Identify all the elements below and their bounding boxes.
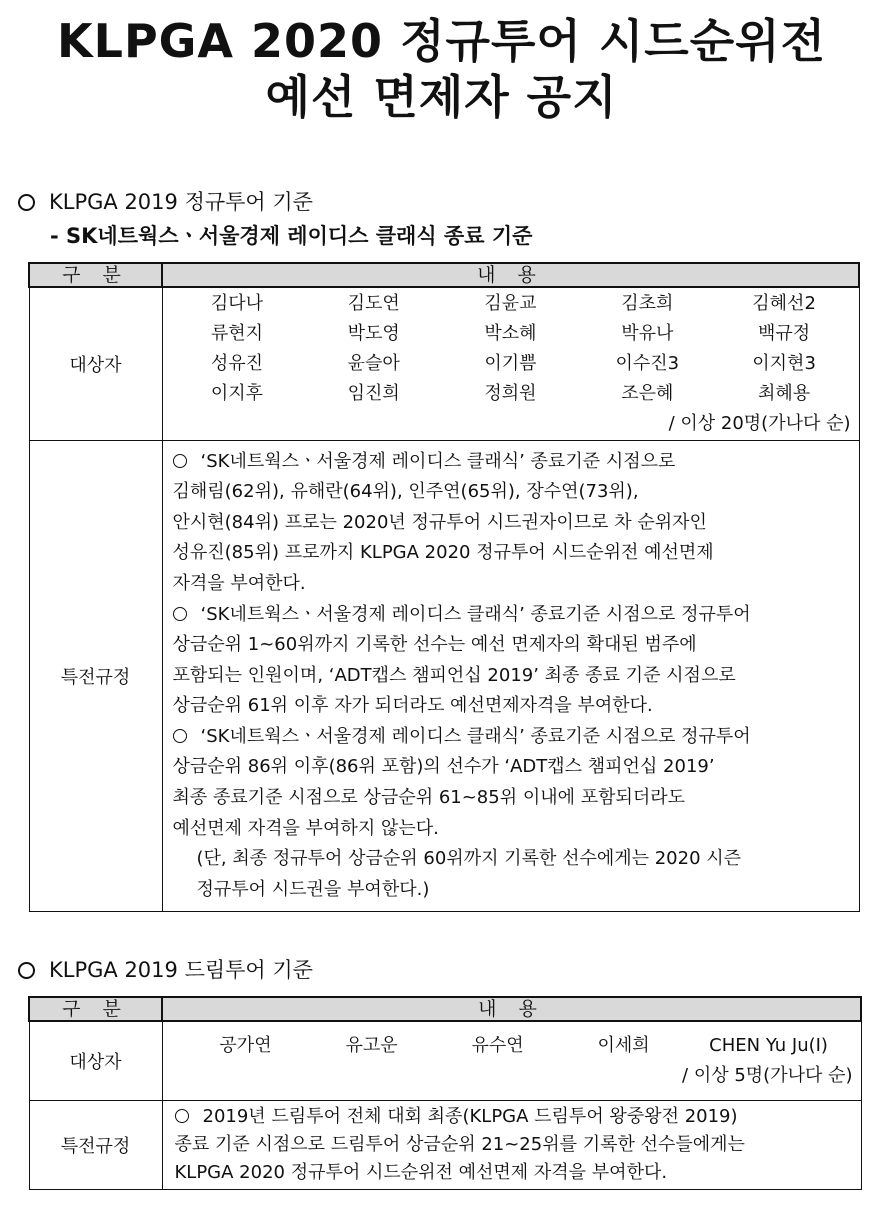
rule-row — [29, 1101, 861, 1190]
rule-line — [175, 1103, 853, 1131]
player-name: 유수연 — [471, 1035, 524, 1056]
player-name: 이지후 — [210, 383, 263, 404]
circle-bullet-icon — [173, 729, 187, 743]
target-row — [29, 1021, 861, 1101]
table-header-row — [29, 997, 861, 1021]
rule-line — [173, 661, 851, 692]
section2-table — [28, 996, 862, 1190]
section1-table — [28, 262, 860, 912]
header-category: 구 분 — [29, 997, 162, 1021]
rule-list — [163, 1101, 861, 1189]
player-name: 최혜용 — [758, 383, 811, 404]
rule-text: 2019년 드림투어 전체 대회 최종(KLPGA 드림투어 왕중왕전 2019) — [202, 1106, 738, 1127]
rule-text: ‘SK네트웍스ㆍ서울경제 레이디스 클래식’ 종료기준 시점으로 정규투어 — [200, 725, 751, 747]
header-content: 내 용 — [162, 997, 861, 1021]
player-name: 김도연 — [347, 293, 400, 314]
rule-text: 성유진(85위) 프로까지 KLPGA 2020 정규투어 시드순위전 예선면제 — [172, 542, 714, 564]
rule-cell — [162, 441, 859, 912]
rule-label: 특전규정 — [29, 1101, 162, 1190]
rule-text: 안시현(84위) 프로는 2020년 정규투어 시드권자이므로 차 순위자인 — [172, 511, 707, 533]
section2-heading-text: KLPGA 2019 드림투어 기준 — [49, 958, 313, 982]
player-name: CHEN Yu Ju(I) — [709, 1035, 828, 1056]
rule-text: ‘SK네트웍스ㆍ서울경제 레이디스 클래식’ 종료기준 시점으로 정규투어 — [200, 603, 751, 625]
target-cell — [162, 287, 859, 441]
circle-bullet-icon — [175, 1109, 189, 1123]
rule-text: 정규투어 시드권을 부여한다.) — [196, 878, 430, 900]
rule-text: ‘SK네트웍스ㆍ서울경제 레이디스 클래식’ 종료기준 시점으로 — [200, 450, 676, 472]
header-category: 구 분 — [29, 263, 162, 287]
target-cell — [162, 1021, 861, 1101]
target-row — [29, 287, 859, 441]
circle-bullet-icon — [173, 454, 187, 468]
rule-line — [173, 477, 851, 508]
player-name: 이수진3 — [615, 353, 680, 374]
rule-line — [175, 1131, 853, 1159]
rule-text: 종료 기준 시점으로 드림투어 상금순위 21~25위를 기록한 선수들에게는 — [174, 1134, 745, 1155]
section1-heading-text: KLPGA 2019 정규투어 기준 — [49, 190, 313, 214]
rule-text: 상금순위 61위 이후 자가 되더라도 예선면제자격을 부여한다. — [172, 695, 653, 717]
player-name: 임진희 — [347, 383, 400, 404]
rule-text: 상금순위 86위 이후(86위 포함)의 선수가 ‘ADT캡스 챔피언십 2019’ — [172, 756, 715, 778]
player-name: 윤슬아 — [347, 353, 400, 374]
rule-line — [173, 538, 851, 569]
player-name: 김윤교 — [484, 293, 537, 314]
rule-line — [175, 1159, 853, 1187]
player-name: 이세희 — [597, 1035, 650, 1056]
player-name: 이기쁨 — [484, 353, 537, 374]
circle-bullet-icon — [173, 607, 187, 621]
rule-text: (단, 최종 정규투어 상금순위 60위까지 기록한 선수에게는 2020 시즌 — [196, 848, 742, 870]
rule-cell — [162, 1101, 861, 1190]
section1-heading — [18, 188, 313, 216]
player-name: 김혜선2 — [752, 293, 816, 314]
page-title-line1: KLPGA 2020 정규투어 시드순위전 — [56, 14, 827, 68]
rule-label: 특전규정 — [29, 441, 162, 912]
rule-line — [173, 691, 851, 722]
rule-list — [163, 445, 859, 908]
target-names — [163, 289, 859, 409]
rule-text: 예선면제 자격을 부여하지 않는다. — [172, 817, 439, 839]
rule-line — [173, 814, 851, 845]
player-name: 박소혜 — [484, 323, 537, 344]
rule-text: 최종 종료기준 시점으로 상금순위 61~85위 이내에 포함되더라도 — [172, 787, 686, 809]
section1-subheading: - SK네트웍스ㆍ서울경제 레이디스 클래식 종료 기준 — [50, 224, 533, 248]
player-name: 성유진 — [210, 353, 263, 374]
player-name: 조은혜 — [621, 383, 674, 404]
rule-line — [173, 722, 851, 753]
rule-line — [173, 569, 851, 600]
player-name: 박유나 — [621, 323, 674, 344]
rule-line — [173, 752, 851, 783]
section2-heading — [18, 956, 313, 984]
rule-text: 김해림(62위), 유해란(64위), 인주연(65위), 장수연(73위), — [172, 481, 639, 503]
circle-bullet-icon — [18, 194, 35, 211]
player-name: 류현지 — [210, 323, 263, 344]
table-header-row — [29, 263, 859, 287]
rule-line — [173, 630, 851, 661]
rule-line — [173, 508, 851, 539]
header-content: 내 용 — [162, 263, 859, 287]
player-name: 박도영 — [347, 323, 400, 344]
rule-paren-note — [173, 844, 851, 875]
player-name: 유고운 — [345, 1035, 398, 1056]
player-name: 백규정 — [758, 323, 811, 344]
rule-text: 자격을 부여한다. — [172, 572, 306, 594]
player-name: 정희원 — [484, 383, 537, 404]
rule-line — [173, 600, 851, 631]
count-note: / 이상 20명(가나다 순) — [668, 413, 851, 434]
rule-line — [173, 447, 851, 478]
rule-text: 포함되는 인원이며, ‘ADT캡스 챔피언십 2019’ 최종 종료 기준 시점으로 — [172, 664, 736, 686]
count-note: / 이상 5명(가나다 순) — [682, 1065, 853, 1086]
rule-line — [173, 783, 851, 814]
player-name: 김다나 — [210, 293, 263, 314]
rule-text: KLPGA 2020 정규투어 시드순위전 예선면제 자격을 부여한다. — [174, 1162, 668, 1183]
page-title-line2: 예선 면제자 공지 — [265, 70, 618, 124]
target-names — [163, 1031, 861, 1061]
target-label: 대상자 — [29, 1021, 162, 1101]
rule-paren-note — [173, 875, 851, 906]
circle-bullet-icon — [18, 962, 35, 979]
player-name: 공가연 — [219, 1035, 272, 1056]
player-name: 김초희 — [621, 293, 674, 314]
rule-row — [29, 441, 859, 912]
target-label: 대상자 — [29, 287, 162, 441]
player-name: 이지현3 — [752, 353, 816, 374]
rule-text: 상금순위 1~60위까지 기록한 선수는 예선 면제자의 확대된 범주에 — [172, 634, 697, 656]
